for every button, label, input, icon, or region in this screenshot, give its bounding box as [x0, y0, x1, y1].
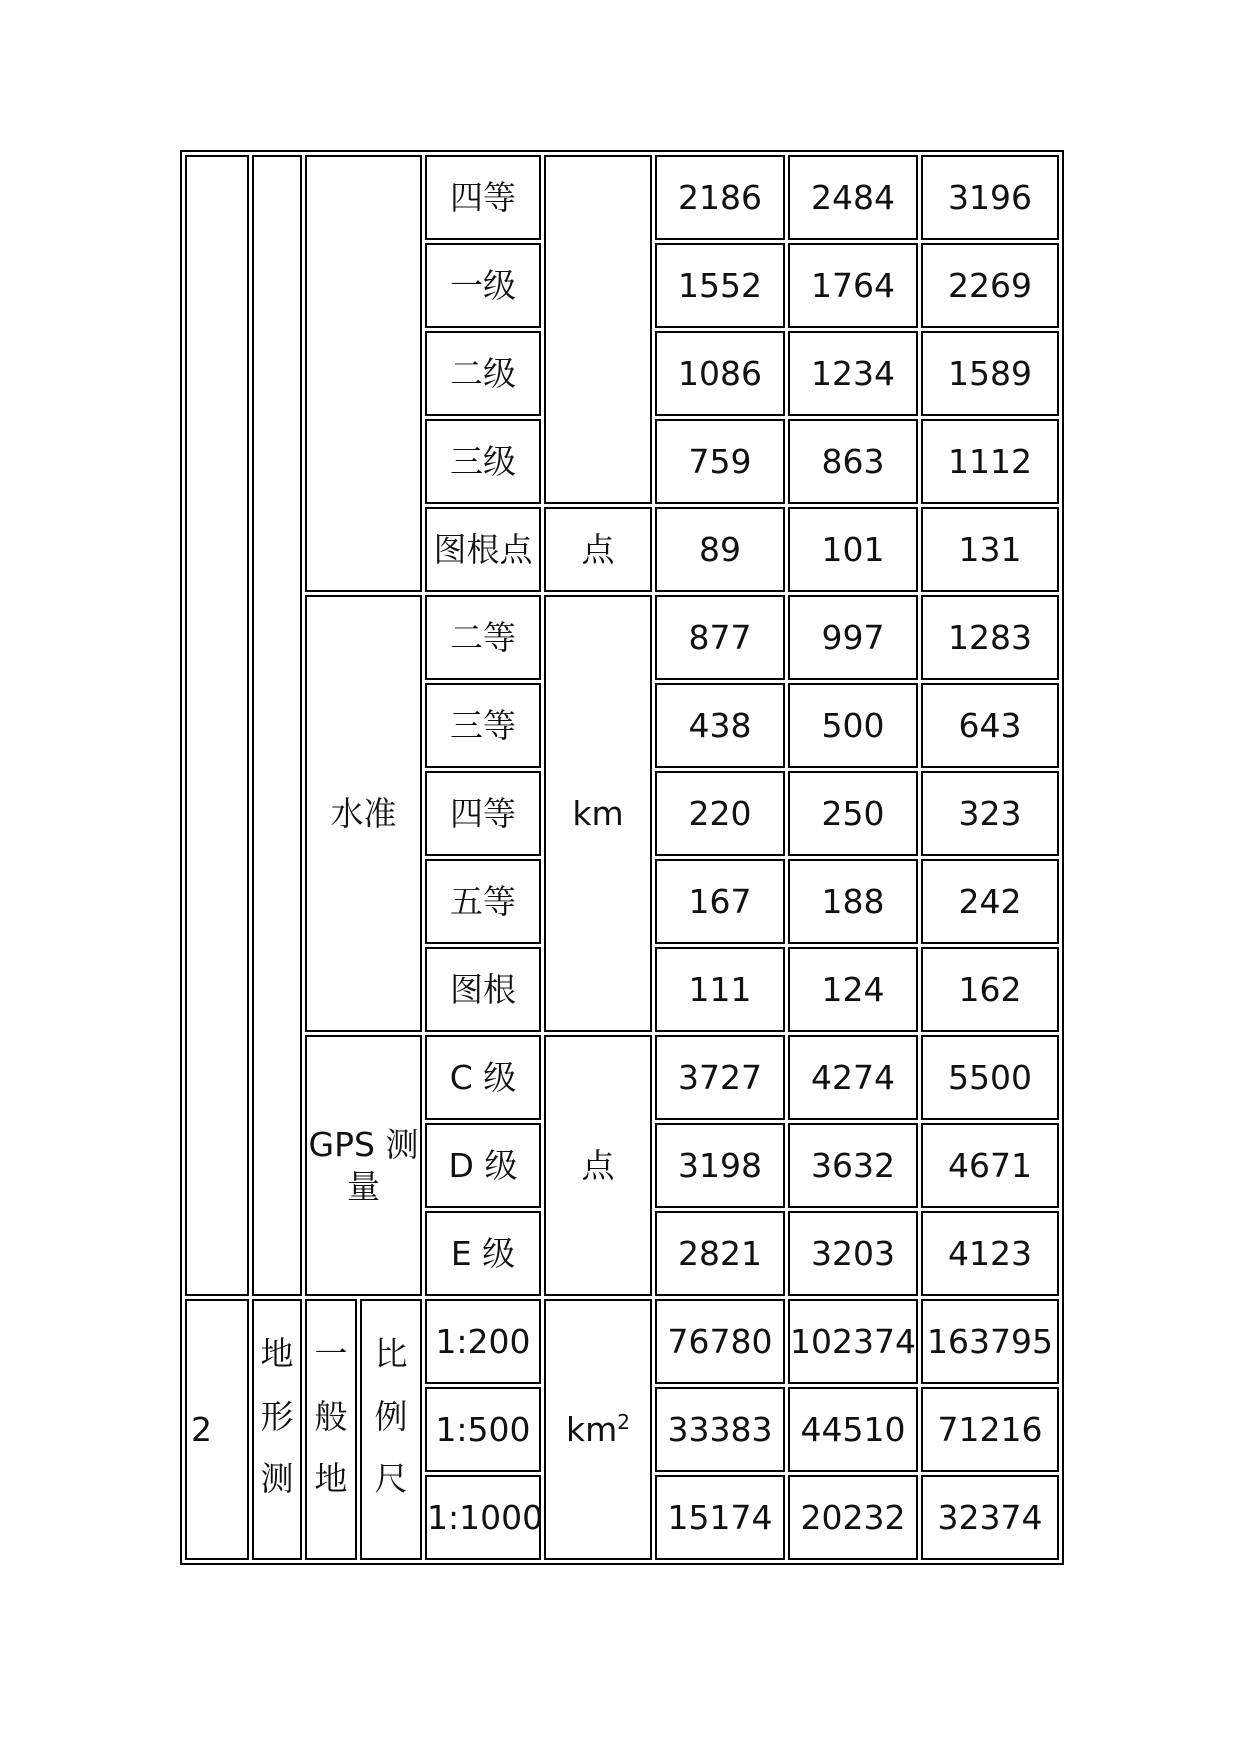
- grade-cell: 三级: [425, 419, 541, 504]
- value-cell: 438: [655, 683, 785, 768]
- value-cell: 863: [788, 419, 918, 504]
- value-cell: 1086: [655, 331, 785, 416]
- value-cell: 76780: [655, 1299, 785, 1384]
- grade-cell: 图根: [425, 947, 541, 1032]
- value-cell: 4274: [788, 1035, 918, 1120]
- value-cell: 323: [921, 771, 1059, 856]
- grade-cell: 三等: [425, 683, 541, 768]
- table-row: [185, 1035, 1059, 1120]
- category-cell: [252, 155, 302, 1296]
- value-cell: 3727: [655, 1035, 785, 1120]
- subcategory-char: 般: [314, 1396, 348, 1436]
- value-cell: 3196: [921, 155, 1059, 240]
- value-cell: 1283: [921, 595, 1059, 680]
- value-cell: 220: [655, 771, 785, 856]
- value-cell: 242: [921, 859, 1059, 944]
- value-cell: 1552: [655, 243, 785, 328]
- grade-cell: 四等: [425, 155, 541, 240]
- grade-cell: 二等: [425, 595, 541, 680]
- grade-cell: 五等: [425, 859, 541, 944]
- unit-cell: 点: [544, 507, 652, 592]
- grade-cell: 一级: [425, 243, 541, 328]
- scale-label-char: 例: [374, 1396, 408, 1436]
- value-cell: 188: [788, 859, 918, 944]
- subcategory-char: 地: [314, 1459, 348, 1499]
- value-cell: 759: [655, 419, 785, 504]
- category-char: 地: [260, 1334, 294, 1373]
- unit-cell: [544, 155, 652, 504]
- grade-cell: 二级: [425, 331, 541, 416]
- value-cell: 877: [655, 595, 785, 680]
- value-cell: 3203: [788, 1211, 918, 1296]
- grade-cell: 四等: [425, 771, 541, 856]
- value-cell: 4123: [921, 1211, 1059, 1296]
- value-cell: 2186: [655, 155, 785, 240]
- value-cell: 44510: [788, 1387, 918, 1472]
- grade-cell: C 级: [425, 1035, 541, 1120]
- index-cell: 2: [185, 1299, 249, 1560]
- grade-cell: D 级: [425, 1123, 541, 1208]
- value-cell: 32374: [921, 1475, 1059, 1560]
- unit-cell: 点: [544, 1035, 652, 1296]
- value-cell: 4671: [921, 1123, 1059, 1208]
- value-cell: 1234: [788, 331, 918, 416]
- value-cell: 2484: [788, 155, 918, 240]
- value-cell: 131: [921, 507, 1059, 592]
- table-row: [185, 1299, 1059, 1384]
- value-cell: 2269: [921, 243, 1059, 328]
- gps-label-line1: GPS 测: [308, 1125, 419, 1165]
- value-cell: 643: [921, 683, 1059, 768]
- plane-control-cell: [305, 155, 422, 592]
- value-cell: 111: [655, 947, 785, 1032]
- value-cell: 71216: [921, 1387, 1059, 1472]
- value-cell: 124: [788, 947, 918, 1032]
- unit-text: km: [566, 1409, 618, 1449]
- table-row: [185, 595, 1059, 680]
- gps-label-line2: 量: [347, 1166, 380, 1206]
- scale-label-char: 尺: [374, 1459, 408, 1499]
- value-cell: 89: [655, 507, 785, 592]
- unit-superscript: 2: [617, 1409, 630, 1434]
- value-cell: 997: [788, 595, 918, 680]
- value-cell: 1112: [921, 419, 1059, 504]
- leveling-cell: 水准: [305, 595, 422, 1032]
- value-cell: 167: [655, 859, 785, 944]
- value-cell: 102374: [788, 1299, 918, 1384]
- grade-cell: E 级: [425, 1211, 541, 1296]
- category-cell: [252, 1299, 302, 1560]
- category-char: 测: [260, 1459, 294, 1499]
- value-cell: 33383: [655, 1387, 785, 1472]
- category-char: 形: [260, 1396, 294, 1436]
- gps-cell: [305, 1035, 422, 1296]
- fee-table: [180, 150, 1064, 1565]
- value-cell: 20232: [788, 1475, 918, 1560]
- value-cell: 3198: [655, 1123, 785, 1208]
- value-cell: 250: [788, 771, 918, 856]
- value-cell: 1764: [788, 243, 918, 328]
- table-row: [185, 155, 1059, 240]
- subcategory-cell: [305, 1299, 357, 1560]
- unit-cell: km: [544, 595, 652, 1032]
- value-cell: 162: [921, 947, 1059, 1032]
- scale-label-cell: [360, 1299, 422, 1560]
- value-cell: 5500: [921, 1035, 1059, 1120]
- value-cell: 101: [788, 507, 918, 592]
- unit-cell: [544, 1299, 652, 1560]
- value-cell: 15174: [655, 1475, 785, 1560]
- subcategory-char: 一: [314, 1334, 348, 1373]
- index-cell: [185, 155, 249, 1296]
- value-cell: 1589: [921, 331, 1059, 416]
- value-cell: 163795: [921, 1299, 1059, 1384]
- scale-cell: 1:500: [425, 1387, 541, 1472]
- value-cell: 500: [788, 683, 918, 768]
- grade-cell: 图根点: [425, 507, 541, 592]
- scale-label-char: 比: [374, 1334, 408, 1373]
- value-cell: 2821: [655, 1211, 785, 1296]
- value-cell: 3632: [788, 1123, 918, 1208]
- scale-cell: 1:200: [425, 1299, 541, 1384]
- scale-cell: 1:1000: [425, 1475, 541, 1560]
